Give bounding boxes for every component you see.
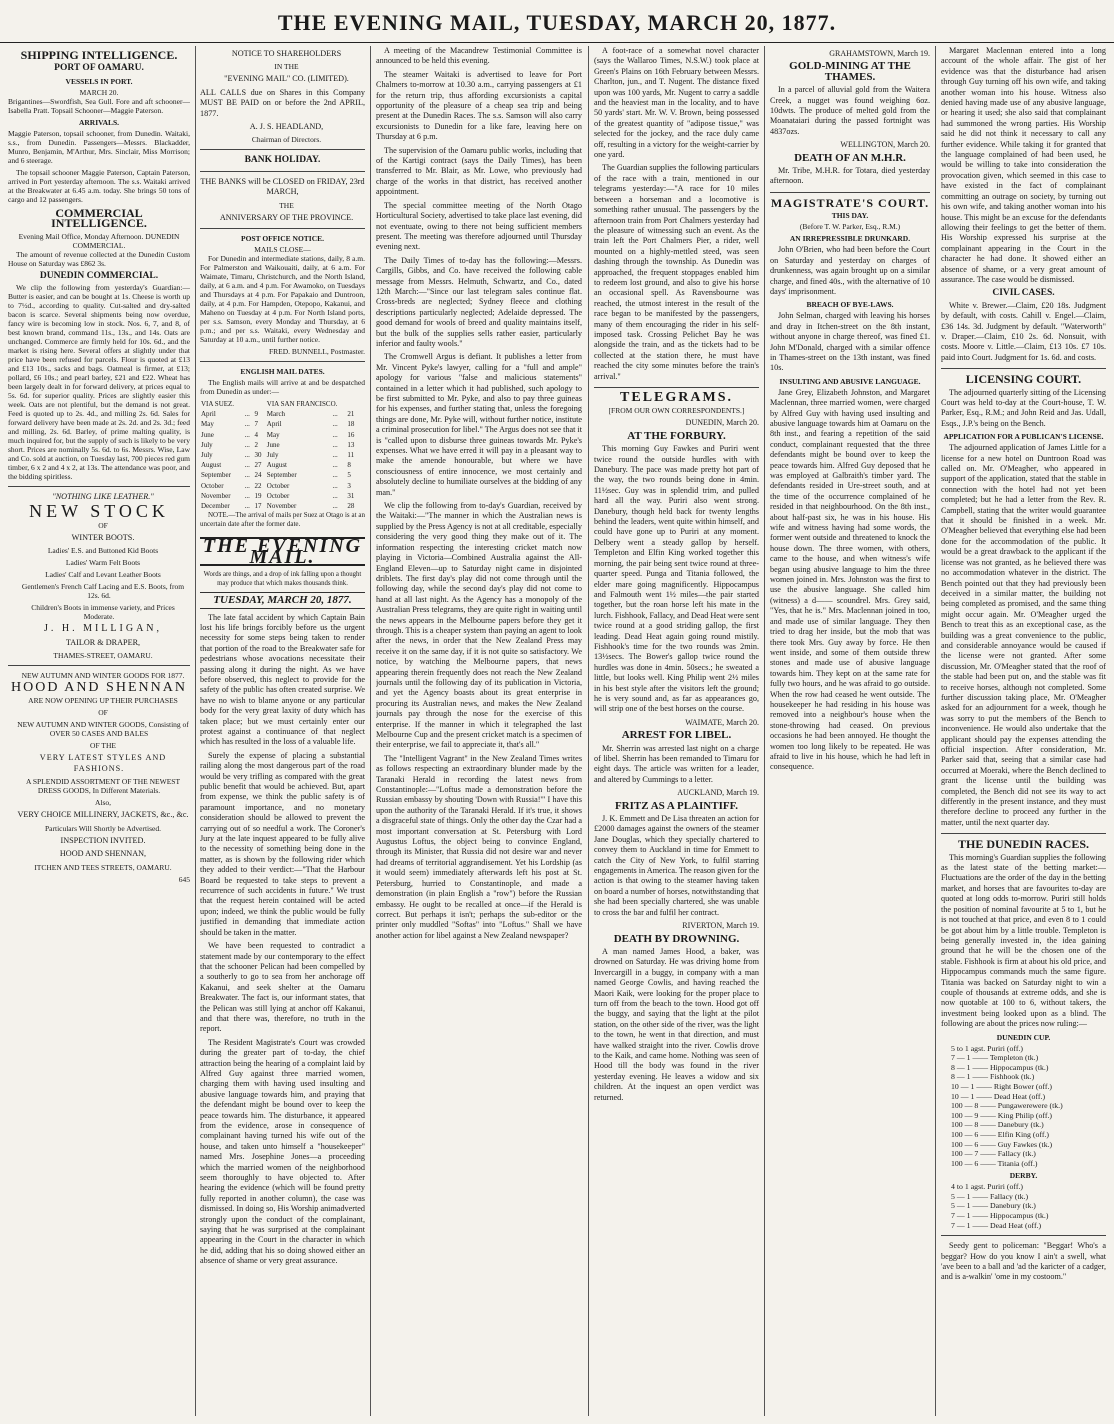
dunedin-cup-heading: DUNEDIN CUP.: [996, 1032, 1051, 1042]
mail-date-cell: July: [266, 451, 279, 460]
company-name: "EVENING MAIL" CO. (LIMITED).: [224, 74, 349, 84]
mail-date-row: [200, 470, 365, 480]
mail-date-cell: ...: [244, 461, 250, 470]
notice-text: ALL CALLS due on Shares in this Company MUST BE PAID on or before the 2nd APRIL, 1877.: [200, 87, 365, 118]
leather-slogan: "NOTHING LIKE LEATHER.": [52, 492, 154, 502]
chairman-title: Chairman of Directors.: [251, 135, 322, 145]
mail-date-cell: August: [266, 461, 288, 470]
latest-styles: VERY LATEST STYLES AND FASHIONS.: [39, 753, 167, 773]
mails-text: For Dunedin and intermediate stations, daily, 8 a.m. For Palmerston and Waikouaiti, daily, at 6 a.m. For Waimate, Timaru, Christchurch, and the North Island, daily, at 6 a.m. and 4 p.m. For Awamoko, on Tuesdays and Thursdays at 4 p.m. For Papakaio and Duntroon, daily, at 4 p.m. For Hampden, Otepopo, Kakanui, and Maheno on Tuesday at 4 p.m. For North Island ports, per s.s. Samson, every Monday and Thursday, at 6 p.m.; and per s.s. Waitaki, every Wednesday and Saturday at 10 a.m., until further notice.: [200, 254, 365, 345]
dunedin-commercial-heading: DUNEDIN COMMERCIAL.: [39, 270, 159, 281]
english-mail-heading: ENGLISH MAIL DATES.: [240, 367, 325, 377]
odds-line: 10 — 1 —— Dead Heat (off.): [951, 1091, 1046, 1101]
court-text: Jane Grey, Elizabeth Johnston, and Margaret Maclennan, three married women, were charged by Alfred Guy with having used insulting and abusive language towards him at Oamaru on the 8th inst., and fearing a repetition of the said conduct, complainant requested that the three defendants might be bound over to keep the peace towards him. Alfred Guy deposed that he was employed at Galbraith's timber yard. The defendants resided in Ure-street south, and at the time of the occurrence complained of he resided in that neighbourhood. On the 8th inst., about half-past six, he was in his house. His wife and witness having had some words, the former went outside and threatened to knock the house down. The three women, with others, came to the house, and when witness's wife began using abusive language to him the three women joined in. Mrs. Johnston was the first to use the abusive language. She called him (witness) a d—— scoundrel. Mrs. Grey said, "Yes, that he is." Mrs. Maclennan joined in too, and made use of similar language. They then tried to drag her inside, but the mob that was there took Mrs. Guy away by force. He then went inside, and some of them outside threw stones and made use of abusive language towards him. They kept on at the same rate for fully two hours, and he was afraid to go outside. When the row had ceased he went outside. The housekeeper he had residing in his house was removed into a neighbour's house when the stone-throwing had ceased. On previous occasions he had been annoyed. He thought the women too long likely to be repeated. He was afraid to live in his house, which he had left in consequence.: [770, 387, 930, 772]
milligan-address: THAMES-STREET, OAMARU.: [53, 651, 153, 661]
mail-date-cell: October: [266, 491, 290, 500]
licensing-court-heading: LICENSING COURT.: [965, 372, 1082, 387]
odds-line: 100 — 7 —— Fallacy (tk.): [951, 1149, 1036, 1159]
odds-line: 100 — 8 —— Danebury (tk.): [951, 1120, 1044, 1130]
shareholders-notice: [200, 49, 365, 85]
millinery-text: VERY CHOICE MILLINERY, JACKETS, &c., &c.: [17, 810, 189, 820]
dunedin-races-heading: THE DUNEDIN RACES.: [957, 837, 1090, 852]
telegram-text: In a parcel of alluvial gold from the Waitera Creek, a nugget was found weighing 6oz. 10dwts. The produce of melted gold from the Moanataiari during the passed fortnight was 4837ozs.: [770, 85, 930, 136]
consisting-text: NEW AUTUMN AND WINTER GOODS, Consisting of OVER 50 CASES AND BALES: [17, 720, 189, 739]
assortment-text: A SPLENDID ASSORTMENT OF THE NEWEST DRESS GOODS, In Different Materials.: [25, 777, 181, 796]
mail-date-cell: July: [201, 440, 213, 449]
boot-item: Ladies' Calf and Levant Leather Boots: [45, 570, 161, 580]
mail-date-row: [200, 409, 365, 419]
telegram-heading: DEATH BY DROWNING.: [613, 932, 740, 945]
mail-date-cell: 24: [254, 471, 262, 480]
news-paragraph: A foot-race of a somewhat novel character (says the Wallaroo Times, N.S.W.) took place at Green's Plains on 16th February between Messrs. Charlton, jun., and T. Nugent. The distance fixed upon was 100 yards, Mr. Nugent to carry a saddle and the heaviest man in the locality, and to have 50 yards' start. Mr. W. V. Brown, being possessed of the greatest quantity of "adipose tissue," was selected for the jockey, and the race duly came off, resulting in a victory for the weight-carrier by one yard.: [594, 46, 759, 160]
column-rule: [195, 46, 196, 1416]
divider: [8, 665, 190, 666]
dateline: DUNEDIN, March 20.: [685, 418, 759, 428]
telegram-heading: ARREST FOR LIBEL.: [621, 729, 732, 742]
odds-line: 100 — 8 —— Pungawerewere (tk.): [951, 1101, 1063, 1111]
column-rule: [764, 46, 765, 1416]
of-label: OF: [98, 520, 108, 530]
mail-date-cell: ...: [332, 491, 338, 500]
divider: [941, 833, 1106, 834]
mail-date-row: [200, 501, 365, 511]
mail-date-cell: November: [266, 502, 297, 511]
odds-line: 8 — 1 —— Fishhook (tk.): [951, 1072, 1035, 1082]
mail-date-cell: July: [201, 451, 213, 460]
bank-holiday-heading: BANK HOLIDAY.: [244, 155, 321, 166]
court-text: John Selman, charged with leaving his horses and dray in Itchen-street on the 8th instant, without anyone in charge thereof, was fined £1. John M'Donald, charged with a similar offence in Thames-street on the 13th instant, was fined 10s.: [770, 311, 930, 373]
editorial-paragraph: The Resident Magistrate's Court was crowded during the greater part of to-day, the chief attraction being the hearing of a complaint laid by Alfred Guy against three married women, charging them with having used insulting and abusive language towards him, and praying that the defendant might be bound over to keep the peace towards him. The disturbance, it appeared from the evidence, arose in consequence of complainant having turned his wife out of the house, and taken unto himself a "housekeeper" named Mrs. Josephine Jones—a proceeding which the married women of the neighborhood seem thoroughly to have objected to. After hearing the evidence (which will be found pretty fully reported in another column), the case was dismissed. In doing so, His Worship animadverted strongly upon the conduct of the complainant, saying that he was surprised at the complainant appearing in the Court in the character in which he did, adding that his so doing showed either an absence of shame or very great assurance.: [200, 1037, 365, 1266]
editorial-paragraph: Surely the expense of placing a substantial railing along the most dangerous part of the road would be very trifling as compared with the great public benefit that would be achieved. But, apart from expense, we think the public safety is of paramount importance, and no monetary consideration should be allowed to prevent the carrying out of so needful a work. The Coroner's Jury at the late inquest appeared to be fully alive to the necessity of something being done in the matter, as is shown by the following rider which they added to their verdict:—"That the Harbour Board be requested to take steps to prevent a recurrence of such accidents in future." We trust that the request herein contained will be acted upon; indeed, we think the public would be fully justified in demanding that immediate action should be taken in the matter.: [200, 750, 365, 937]
divider: [200, 171, 365, 172]
cup-odds-list: [941, 1044, 1106, 1169]
mail-date-row: [200, 419, 365, 429]
divider: [8, 486, 190, 487]
mail-date-cell: ...: [244, 502, 250, 511]
mail-date-cell: August: [201, 461, 222, 470]
odds-line: 10 — 1 —— Right Bower (off.): [951, 1081, 1052, 1091]
dateline: GRAHAMSTOWN, March 19.: [829, 49, 930, 58]
civil-cases-text: White v. Brewer.—Claim, £20 18s. Judgment by default, with costs. Cahill v. Engel.—Claim, £36 14s. 3d. Judgment by default. "Waterworth" v. Draper.—Claim, £10 2s. 6d. Nonsuit, with costs. Moore v. Little.—Claim, £13 10s. £7 10s. paid into Court. Judgment for 1s. 6d. and costs.: [941, 300, 1106, 362]
mail-date-cell: 8: [347, 461, 351, 470]
application-subheading: APPLICATION FOR A PUBLICAN'S LICENSE.: [943, 432, 1104, 442]
odds-line: 7 — 1 —— Dead Heat (off.): [951, 1220, 1042, 1230]
mail-date-cell: ...: [332, 481, 338, 490]
mail-date-cell: September: [266, 471, 297, 480]
boot-item: Ladies' Warm Felt Boots: [65, 558, 141, 568]
vessels-date: MARCH 20.: [79, 87, 119, 97]
vessels-heading: VESSELS IN PORT.: [65, 76, 133, 86]
mail-date-cell: ...: [332, 430, 338, 439]
mail-date-cell: ...: [332, 440, 338, 449]
mail-date-cell: ...: [244, 440, 250, 449]
odds-line: 7 — 1 —— Templeton (tk.): [951, 1053, 1039, 1063]
court-text: John O'Brien, who had been before the Court on Saturday and yesterday on charges of drunkenness, was again brought up on a similar charge, and fined 40s., with the alternative of 10 days' imprisonment.: [770, 245, 930, 296]
mail-date-cell: 22: [254, 481, 262, 490]
odds-line: 100 — 6 —— Titania (off.): [951, 1158, 1038, 1168]
column-4: [594, 46, 759, 1416]
mail-date-cell: December: [201, 502, 230, 511]
mail-date-cell: June: [266, 440, 280, 449]
races-text: This morning's Guardian supplies the following as the latest state of the betting market:— Fluctuations are the order of the day in the betting market, and horses that are favourites to-day are quoted at long odds to-morrow. Puriri still holds the position of nominal favourite at 5 to 1, but he is not touched at that price, and even 8 to 1 could be got about him by a little trouble. Templeton is being generally invested in, the idea gaining ground that he will be the chosen one of the stable. Fishhook is firm at about his old price, and Hippocampus commands much the same figure. Titania was backed on Saturday night to win a couple of thousands at extreme odds, and she is now quotable at 100 to 6, without takers, the investment being looked upon as a blind. The following are about the prices now ruling:—: [941, 852, 1106, 1029]
mail-date-cell: ...: [244, 451, 250, 460]
mail-date-cell: November: [201, 491, 231, 500]
column-rule: [370, 46, 371, 1416]
mail-date-cell: ...: [244, 420, 250, 429]
divider: [770, 192, 930, 193]
editorial-paragraph: The late fatal accident by which Captain Bain lost his life brings forcibly before us the urgent necessity for some steps being taken to render that portion of the road to the Breakwater safe for pedestrians whose avocations necessitate their passing along it during the night. As we have before observed, this neglect to provide for the safety of the public has often created surprise. We have no wish to blame anyone or any particular body for the very great laxity of duty which has taken place; but we must certainly enter our protest against a continuance of that neglect which has resulted in the loss of a valuable life.: [200, 612, 365, 747]
arrivals-heading: ARRIVALS.: [78, 117, 120, 127]
telegram-heading: DEATH OF AN M.H.R.: [794, 151, 906, 164]
mail-date-cell: 7: [254, 420, 258, 429]
magistrates-court-heading: MAGISTRATE'S COURT.: [770, 195, 930, 210]
news-paragraph: We clip the following from to-day's Guardian, received by the Waitaki:—"The manner in which the Australian news is supplied by the Press Agency is not at all creditable, especially considering the very good thing they make out of it. The information respecting the interesting cricket match now playing in Victoria—Combined Australia against the All-England Eleven—up to Saturday night came in disjointed driblets. The first day's play did not come through until the following day, while the second day's play did not come to hand at all last night. As the Agency has a monopoly of the Australian Press telegrams, they are quite right in waiting until the news appears in the Melbourne papers before they get it through. This is a cheaper system than paying an agent to look after the news, in order that the New Zealand Press may receive it on the same day, if it is not quite so satisfactory. We notice, by watching the Melbourne papers, that news appearing therein frequently does not reach the New Zealand journals until the following day of its publication in Victoria, and yet the Agency boasts about its great enterprise in procuring its Australian news, and makes the New Zealand journals pay through the nose for the exercise of this enterprise. If the manner in which it telegraphed the last Melbourne Cup and the present cricket match is a specimen of their enterprise, we fail to appreciate it, that's all.": [376, 501, 582, 750]
footer-name: HOOD AND SHENNAN,: [59, 849, 147, 859]
new-stock: NEW STOCK: [29, 501, 169, 522]
divider: [941, 368, 1106, 369]
news-paragraph: The supervision of the Oamaru public works, including that of the Kartigi contract (says the Daily Times), has been transferred to Mr. Blair, as Mr. Lowe, who previously had charge of the works in that district, has received another appointment.: [376, 145, 582, 197]
mail-date-cell: March: [266, 410, 286, 419]
signatory: A. J. S. HEADLAND,: [249, 122, 324, 132]
news-paragraph: The Daily Times of to-day has the following:—Messrs. Cargills, Gibbs, and Co. have received the following cable message from Messrs. Helmuth, Schwartz, and Co., dated 12th March:—"Since our last telegram sales continue flat. Cross-breds are neglected; Sydney fleece and clothing descriptions particularly neglected; Adelaide depressed. The good demand for wools of breed and quality maintains itself, but the bulk of the supplies sells rather easier, particularly inferior and faulty wools.": [376, 255, 582, 348]
mail-date-cell: 16: [347, 430, 355, 439]
english-mail-text: The English mails will arrive at and be despatched from Dunedin as under:—: [200, 378, 365, 397]
milligan-name: J. H. MILLIGAN,: [43, 623, 163, 635]
column-5: [770, 46, 930, 1416]
telegram-text: J. K. Emmett and De Lisa threaten an action for £2000 damages against the owners of the steamer Jane Douglas, which they specially chartered to convey them to Auckland in time for Emmett to catch the City of New York, to fulfil starring engagements in America. The reason given for the action is that owing to the steamer having taken on board a number of horses, notwithstanding that she had been specially chartered, she was unable to cross the bar and fulfil her contract.: [594, 814, 759, 917]
mail-date-row: [200, 430, 365, 440]
mail-date-cell: 9: [254, 410, 258, 419]
telegram-heading: FRITZ AS A PLAINTIFF.: [614, 799, 739, 812]
via-suez: VIA SUEZ.: [201, 400, 235, 409]
column-1: [8, 46, 190, 1416]
editorial-paragraph: We have been requested to contradict a statement made by our contemporary to the effect that the schooner Pelican had been compelled by a southerly to go to sea from her anchorage off Kakanui, and seek shelter at the Oamaru Breakwater. The fact is, our informant states, that the Pelican was still lying at anchor off Kakanui, and that there was, therefore, no truth in the report.: [200, 941, 365, 1034]
dateline: WELLINGTON, March 20.: [840, 140, 930, 150]
of-label: OF: [98, 708, 108, 718]
milligan-ad: [8, 492, 190, 660]
odds-line: 5 to 1 agst. Puriri (off.): [951, 1043, 1023, 1053]
boot-item: Ladies' E.S. and Buttoned Kid Boots: [47, 546, 159, 556]
post-office-heading: POST OFFICE NOTICE.: [240, 234, 324, 244]
ad-number: 645: [178, 874, 190, 884]
case-subheading: AN IRREPRESSIBLE DRUNKARD.: [789, 234, 911, 244]
odds-line: 4 to 1 agst. Puriri (off.): [951, 1182, 1023, 1192]
mail-date-cell: ...: [244, 410, 250, 419]
mail-date-cell: ...: [244, 430, 250, 439]
masthead: THE EVENING MAIL, TUESDAY, MARCH 20, 1877.: [0, 10, 1114, 43]
commercial-text: We clip the following from yesterday's Guardian:—Butter is easier, and can be bought at 1s. Cheese is worth up to 7½d., according to quality. Cut-salted and dry-salted bacon is scarce. Several shipments being now overdue, fancy wire is becoming low in stock. Nos. 6, 7, and 8, of best known brand, command 11s., 13s., and 14s. Oats are unchanged. Commerce are firmly held for 10s. 6d., and the market is rising here. Several offers at slightly under that price have been refused for parcels. Flour is quoted at £13 and £13 10s., sacks and bags. Oatmeal is firmer, at £13; pollard, £6 10s.; and pearl barley, £21 and £22. Wheat has been largely dealt in for forward delivery, at prices equal to 5s. 6d. for superior quality. Prices are slightly easier this week. Oats are not plentiful, but the demand is not great. Feed is quoted up to 2s. 4d., and milling 2s. 6d. Sales for forward delivery have been made at 2s. 2d. and 2s. 3d.; feed and milling, 2s. 6d. Barley, of prime malting quality, is much inquired for, but the supply of such is likely to be very short. Prices are nominally 5s. 6d. to 6s. Messrs. Wise, Law and Co. sold at auction, on Tuesday last, 700 pieces red gum timber, 6 x 2 and 4 x 2, at 13s. The attendance was poor, and the bidding spiritless.: [8, 283, 190, 482]
mail-date-cell: 5: [347, 471, 351, 480]
dateline: RIVERTON, March 19.: [682, 921, 759, 931]
news-paragraph: A meeting of the Macandrew Testimonial Committee is announced to be held this evening.: [376, 46, 582, 66]
mail-date-cell: ...: [332, 420, 338, 429]
mail-date-cell: ...: [332, 451, 338, 460]
licensing-text: The adjourned application of James Little for a license for a new hotel on Duntroon Road was called on. Mr. O'Meagher, who appeared in support of the application, stated that the stable in connection with the hotel had not yet been completed; but he had a letter from the Rev. R. Campbell, stating that the writer would guarantee that it should be finished in a week. Mr. O'Meagher believed that everything else had been done for the accommodation of the public. It would be a great drawback to the applicant if the license was not granted, as he believed there was no accommodation whatever in the district. The Bench pointed out that they had previously been deceived in a similar matter, the building not being completed as promised, and the same thing might occur again. Mr. O'Meagher urged the Bench to treat this as an exceptional case, as the building was a great convenience to the public, and considerable annoyance would be caused if the license were not granted. After some discussion, Mr. O'Meagher stated that the roof of the stable had been put on, and the stable was fit to receive horses, although not completed. Some further discussion taking place, Mr. O'Meagher asked for an adjournment for a week, though he was sorry to put the members of the Bench to inconvenience. He would also undertake that the applicant should pay the expenses attending the official inspection. After consideration, Mr. Parker said that, seeing that a similar case had occurred at Moeraki, where the Bench declined to grant the license until the building was completed, the Bench did not see its way to act differently in the present instance, and they must therefore decline to proceed any further in the matter, until the next quarter day.: [941, 443, 1106, 827]
column-2: [200, 46, 365, 1416]
beggar-anecdote: Seedy gent to policeman: "Beggar! Who's a beggar? How do you know I ain't a swell, what 'ave been to a ball and 'ad the karicter of a cadger, and is a-walkin' 'ome in my costoom.": [941, 1241, 1106, 1282]
odds-line: 100 — 9 —— King Philip (off.): [951, 1110, 1052, 1120]
mail-date-cell: May: [201, 420, 214, 429]
hood-shennan-ad: [8, 671, 190, 883]
in-the-label: IN THE: [274, 62, 299, 72]
odds-line: 100 — 6 —— Elfin King (off.): [951, 1129, 1049, 1139]
also-label: Also,: [94, 798, 112, 808]
odds-line: 8 — 1 —— Hippocampus (tk.): [951, 1062, 1049, 1072]
news-paragraph: The special committee meeting of the North Otago Horticultural Society, advertised to take place last evening, did not eventuate, owing to there not being sufficient members present. The meeting was therefore adjourned until Thursday evening next.: [376, 200, 582, 252]
milligan-trade: TAILOR & DRAPER,: [65, 637, 141, 647]
vessels-text: Brigantines—Swordfish, Sea Gull. Fore and aft schooner—Isabella Pratt. Topsail Schooner—Maggie Paterson.: [8, 96, 190, 115]
mails-close-label: MAILS CLOSE—: [254, 245, 311, 255]
column-rule: [935, 46, 936, 1416]
the-label: THE: [279, 200, 294, 210]
correspondents-label: [FROM OUR OWN CORRESPONDENTS.]: [608, 406, 745, 416]
via-san-francisco: VIA SAN FRANCISCO.: [266, 400, 338, 409]
postmaster: FRED. BUNNELL, Postmaster.: [268, 347, 365, 357]
notice-signature: [200, 122, 365, 144]
evening-mail-nameplate: THE EVENING MAIL.: [200, 537, 365, 566]
mail-date-cell: ...: [244, 491, 250, 500]
telegram-heading: AT THE FORBURY.: [627, 429, 726, 442]
mail-date-cell: 13: [347, 440, 355, 449]
issue-date: TUESDAY, MARCH 20, 1877.: [200, 592, 365, 608]
mail-date-cell: ...: [332, 410, 338, 419]
telegram-text: A man named James Hood, a baker, was drowned on Saturday. He was driving home from Invercargill in a buggy, in company with a man named George Cowlis, and having reached the Maori Kaik, were looking for the proper place to turn off from the beach to the town. Hood got off the buggy, and saying that the light at the pilot station, on the other side of the river, was the light to the town, he went in that direction, and must have walked straight into the river. Cowlis drove to the Kaik, and came home. Nothing was seen of Hood till the body was found in the river yesterday evening. He leaves a widow and six children. At the inquest an open verdict was returned.: [594, 946, 759, 1102]
mail-date-row: [200, 450, 365, 460]
column-rule: [588, 46, 589, 1416]
opening-text: ARE NOW OPENING UP THEIR PURCHASES: [28, 696, 178, 706]
divider: [200, 149, 365, 150]
mail-date-cell: 4: [254, 430, 258, 439]
mail-date-cell: 28: [347, 502, 355, 511]
mail-date-row: [200, 440, 365, 450]
before-label: (Before T. W. Parker, Esq., R.M.): [799, 222, 901, 232]
mail-date-row: [200, 491, 365, 501]
banks-text: THE BANKS will be CLOSED on FRIDAY, 23rd MARCH,: [200, 176, 365, 197]
mail-date-cell: ...: [244, 481, 250, 490]
arrivals-text: Maggie Paterson, topsail schooner, from Dunedin. Waitaki, s.s., from Dunedin. Passengers—Messrs. Blackadder, Munro, Benjamin, M'Arthur, Mrs. Sinclair, Miss Morrison; and 6 steerage.: [8, 128, 190, 165]
news-paragraph: The "Intelligent Vagrant" in the New Zealand Times writes as follows respecting an extraordinary blunder made by the Taranaki Herald in recording the latest news from Constantinople:—"Loftus made a demonstration before the Russian embassy by shouting 'Down with Russia!'" I have this upon the authority of the Taranaki Herald. If it's true, it shows a disgraceful state of things. Only the other day the Czar had a most important conversation at St. Petersburg with Lord Augustus Loftus, the object being to convince England, through its Minister, that Russia did not desire war and never had dreams of territorial aggrandisement. Yet his Lordship (as it would seem) immediately afterwards left his post at St. Petersburg, hurried to Constantinople, and made a demonstration (in plain English a "row") before the Russian embassy. He ought to be recalled at once—if the Herald is correct. But perhaps it isn't; perhaps the sub-editor or the printer only muddled "Softas" into "Loftus." Shall we have another action for libel against a New Zealand newspaper?: [376, 753, 582, 940]
shipping-heading: SHIPPING INTELLIGENCE.: [20, 48, 178, 62]
mail-date-cell: ...: [332, 461, 338, 470]
inspection-text: INSPECTION INVITED.: [60, 835, 146, 845]
odds-line: 100 — 6 —— Guy Fawkes (tk.): [951, 1139, 1053, 1149]
mail-date-row: [200, 460, 365, 470]
telegram-text: This morning Guy Fawkes and Puriri went twice round the outside hurdles with with Danebury. The pace was made pretty hot part of the way, the two rounds being done in 4min. 11½sec. Guy was in splendid trim, and pulled hard all the way. Puriri also went strong. Danebury, though held back for twenty lengths behind the leaders, went quite within himself, and could have gone up to Puriri at any moment. Delbery went a steady gallop by herself. Templeton and Elfin King worked together this morning, the pair being sent twice round at three-quarter speed. Punga and Titania followed, the elder mare going magnificently. Hippocampus and Falmouth went 1½ miles—the pair started together, but the roan horse left his mate in the lurch. Fishhook, Fallacy, and Dead Heat were sent twice round at a good striding gallop, the first leading. Dead Heat again going round mistily. Fishhook's time for the two rounds was 2min. 13½secs. The Bower's gallop twice round the hurdles was done in 4min. 50secs.; he sweated a little, but looks well. King Philip went 2½ miles in his best style after the visitors left the ground; he is very sound and, as far as appearances go, will strip one of the best horses on the course.: [594, 444, 759, 714]
odds-line: 5 — 1 —— Danebury (tk.): [951, 1201, 1036, 1211]
mail-date-cell: 17: [254, 502, 262, 511]
dateline: WAIMATE, March 20.: [685, 717, 759, 727]
goods-title: NEW AUTUMN AND WINTER GOODS FOR 1877.: [21, 671, 185, 681]
mail-date-cell: April: [266, 420, 282, 429]
mail-date-cell: 30: [254, 451, 262, 460]
case-subheading: INSULTING AND ABUSIVE LANGUAGE.: [779, 376, 921, 386]
derby-heading: DERBY.: [1009, 1171, 1038, 1181]
winter-boots: WINTER BOOTS.: [71, 532, 135, 542]
case-subheading: BREACH OF BYE-LAWS.: [806, 300, 894, 310]
column-6: [941, 46, 1106, 1416]
telegram-heading: GOLD-MINING AT THE THAMES.: [789, 60, 911, 83]
mail-date-row: [200, 481, 365, 491]
mail-date-cell: ...: [332, 471, 338, 480]
mail-date-cell: October: [266, 481, 290, 490]
news-paragraph: The Cromwell Argus is defiant. It publishes a letter from Mr. Vincent Pyke's lawyer, calling for a "full and ample" apology for various "false and malicious statements" contained in a letter which it had published, such apology to be first submitted to Mr. Pyke, and also to pay three guineas for his expenses, and further stating that, unless the foregoing things are done, Mr. Pyke will, without further notice, institute a criminal prosecution for libel." The Argus does not see that it is "called upon to disburse three guineas towards Mr. Pyke's expenses. What we have erred it will pay in a pleasant way to make the amende honourable, but where we have consciousness of entire innocence, we most certainly and absolutely decline to humiliate ourselves at the bidding of any man.": [376, 352, 582, 497]
mail-date-cell: 31: [347, 491, 355, 500]
court-text: Margaret Maclennan entered into a long account of the whole affair. The gist of her evidence was that the disturbance had arisen through Guy turning off his own wife, and taking another woman into his house. Witness also denied having made use of any abusive language, or hearing it used; she also said that complainant had summoned the wrong parties. His Worship said he did not think it necessary to call any further evidence. While taking it for granted that the language complained of had been used, he would be willing to take into consideration the provocation given, which seemed in this case to have existed in the fact of complainant committing an outrage on society, by turning out his own wife, and taking another woman into his house. This might be an excuse for the defendants allowing their feelings to get the better of them. His Worship expressed his surprise at the complainant appearing in the Court in the character he had done. It showed either an absence of shame, or a very great amount of assurance. The case would be dismissed.: [941, 46, 1106, 284]
telegram-text: Mr. Sherrin was arrested last night on a charge of libel. Sherrin has been remanded to Timaru for eight days. The article was written for a leader, and altered by Cummings to a letter.: [594, 743, 759, 784]
telegram-text: Mr. Tribe, M.H.R. for Totara, died yesterday afternoon.: [770, 166, 930, 186]
civil-cases-heading: CIVIL CASES.: [992, 288, 1055, 299]
mail-date-cell: May: [266, 430, 280, 439]
shipping-note: The topsail schooner Maggie Paterson, Captain Paterson, arrived in Port yesterday afternoon. The s.s. Waitaki arrived at the Breakwater at 6.45 a.m. today. She brings 50 tons of cargo and 12 passengers.: [8, 167, 190, 204]
mail-date-cell: September: [201, 471, 231, 480]
of-the-label: OF THE: [90, 741, 116, 751]
boot-item: Children's Boots in immense variety, and Prices Moderate.: [31, 603, 175, 622]
commercial-intro: The amount of revenue collected at the Dunedin Custom House on Saturday was £862 3s.: [8, 249, 190, 268]
footer-address: ITCHEN AND TEES STREETS, OAMARU.: [34, 862, 172, 872]
mail-date-cell: April: [201, 410, 216, 419]
hood-name: HOOD AND SHENNAN: [11, 680, 187, 696]
anniversary-text: ANNIVERSARY OF THE PROVINCE.: [219, 212, 354, 222]
mail-date-cell: 21: [347, 410, 355, 419]
commercial-sub: Evening Mail Office, Monday Afternoon. DUNEDIN COMMERCIAL.: [18, 231, 180, 250]
mail-dates-table: [200, 399, 365, 511]
notice-title: NOTICE TO SHAREHOLDERS: [231, 49, 342, 58]
divider: [200, 361, 365, 362]
particulars-text: Particulars Will Shortly be Advertised.: [44, 823, 161, 833]
news-paragraph: The Guardian supplies the following particulars of the race with a train, mentioned in our telegrams yesterday:—"A race for 10 miles between a horseman and a locomotive is something rather unusual. The passengers by the afternoon train from Port Chalmers yesterday had the pleasure of witnessing such an event. As the train left the Port Chalmers Pier, a rider, well mounted on a highly-mettled steed, was seen dashing through the township. As Dunedin was approached, the frequent stoppages enabled him to redeem lost ground, and also to give his horse an occasional spell. As Ravensbourne was reached, the utmost interest in the result of the race began to be manifested by the passengers, many of them encouraging the rider in his self-imposed task. Crossing Pelichet Bay he was alongside the train, and as the tickets had to be collected at the station there, he must have reached the city some minutes before the train's arrival.": [594, 163, 759, 381]
odds-line: 7 — 1 —— Hippocampus (tk.): [951, 1211, 1049, 1221]
divider: [200, 228, 365, 229]
this-day-label: THIS DAY.: [831, 211, 869, 221]
mail-date-cell: 3: [347, 481, 351, 490]
port-heading: PORT OF OAMARU.: [54, 63, 144, 74]
derby-odds-list: [941, 1182, 1106, 1230]
mail-date-cell: ...: [332, 502, 338, 511]
column-3: [376, 46, 582, 1416]
motto: Words are things, and a drop of ink falling upon a thought may produce that which makes thousands think.: [203, 571, 362, 588]
boot-item: Gentlemen's French Calf Lacing and E.S. Boots, from 12s. 6d.: [21, 582, 185, 601]
mail-date-cell: June: [201, 430, 214, 439]
mail-date-cell: October: [201, 481, 224, 490]
divider: [594, 387, 759, 388]
licensing-text: The adjourned quarterly sitting of the Licensing Court was held to-day at the Court-house, T. W. Parker, Esq., R.M.; and John Reid and Jas. Udall, Esqs., J.P.'s being on the Bench.: [941, 387, 1106, 428]
mail-date-cell: 18: [347, 420, 355, 429]
commercial-heading: COMMERCIAL INTELLIGENCE.: [51, 205, 147, 231]
news-paragraph: The steamer Waitaki is advertised to leave for Port Chalmers to-morrow at 10.30 a.m., carrying passengers at £1 for the return trip, thus affording excursionists a capital opportunity of the pleasure of a cheap sea trip and being present at the Dunedin Races. The s.s. Samson will also carry excursionists to Dunedin for a like fare, leaving here on Thursday at 6 p.m.: [376, 69, 582, 142]
mail-date-cell: 11: [347, 451, 355, 460]
telegrams-heading: TELEGRAMS.: [620, 390, 733, 405]
mail-date-cell: ...: [244, 471, 250, 480]
mail-date-cell: 27: [254, 461, 262, 470]
divider: [941, 1235, 1106, 1236]
mail-note: NOTE.—The arrival of mails per Suez at Otago is at an uncertain date after the former date.: [200, 511, 365, 529]
mail-date-cell: 2: [254, 440, 258, 449]
dateline: AUCKLAND, March 19.: [677, 788, 759, 798]
mail-date-cell: 19: [254, 491, 262, 500]
odds-line: 5 — 1 —— Fallacy (tk.): [951, 1191, 1029, 1201]
